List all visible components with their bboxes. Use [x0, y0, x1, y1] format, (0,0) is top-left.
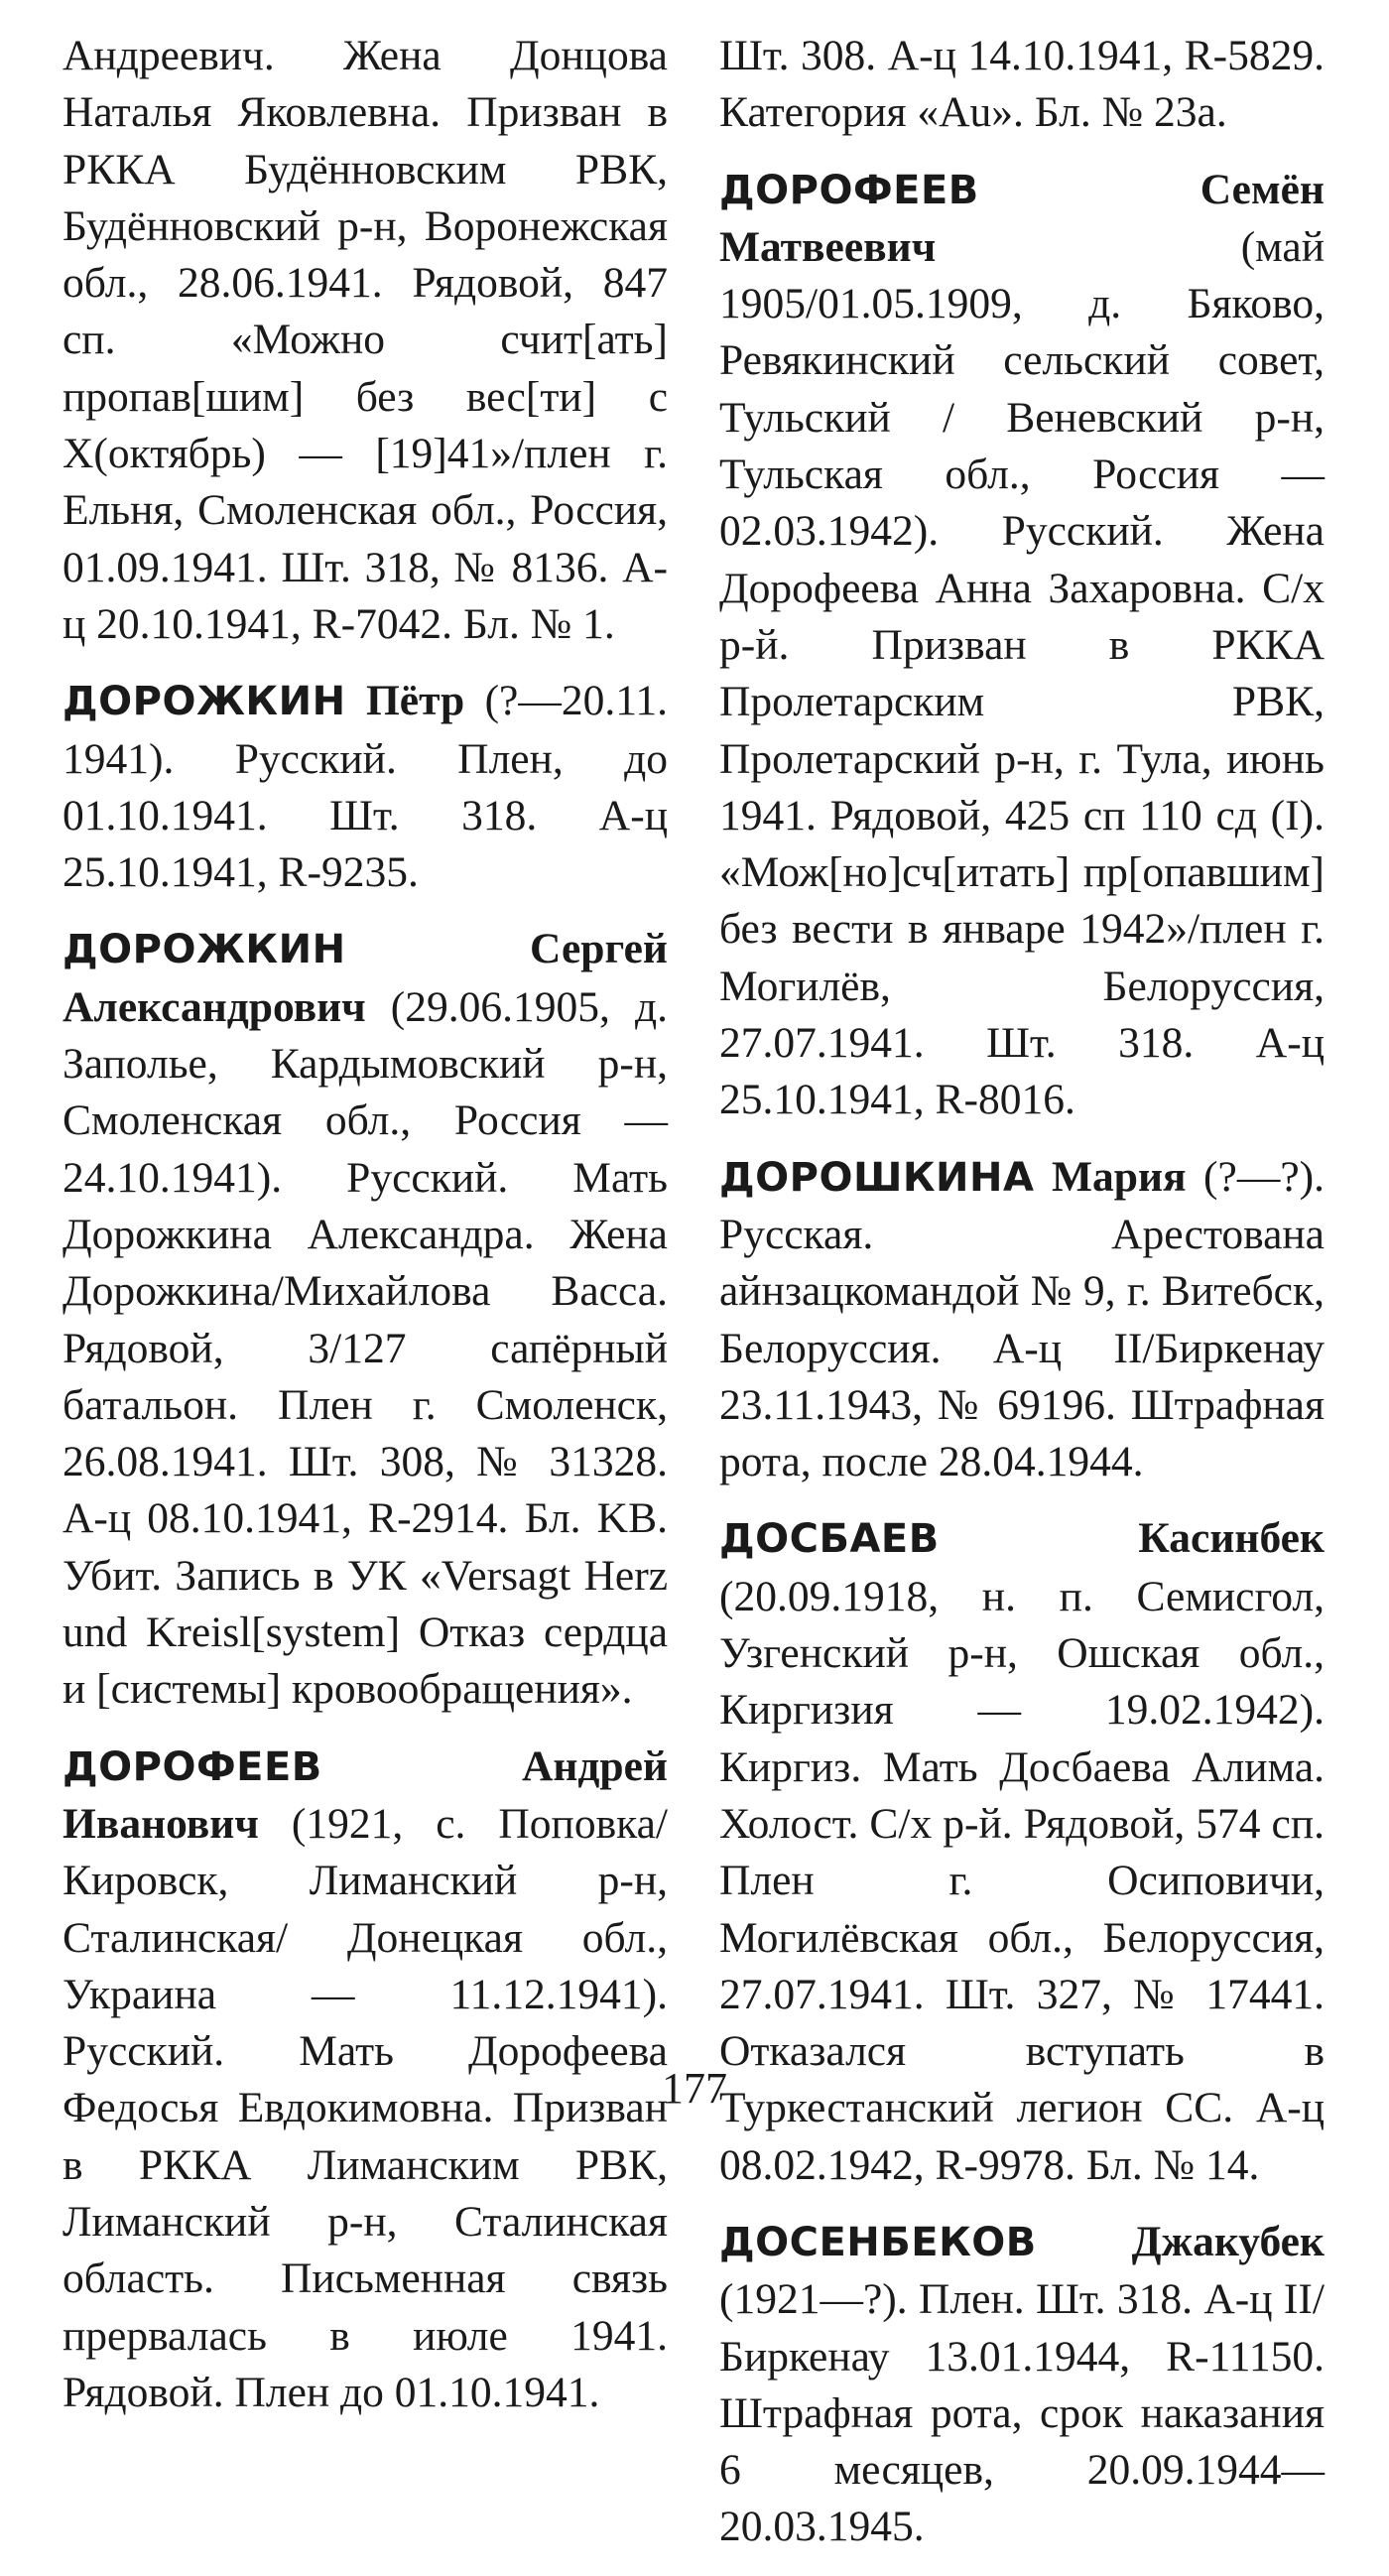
entry-surname: ДОСБАЕВ [719, 1516, 940, 1563]
entry-given-name: Касинбек [1138, 1514, 1325, 1563]
entry-given-name: Пётр [365, 677, 465, 725]
entry-text: (29.06.1905, д. Заполье, Кардымовский р-н, Смоленская обл., Россия — 24.10.1941). Русский. Мать Дорожкина Александра. Жена Дорожкина/Михайлова Васса. Рядовой, 3/127 сапёрный батальон. Плен г. Смоленск, 26.08.1941. Шт. 308, № 31328. А-ц 08.10.1941, R-2914. Бл. KB. Убит. Запись в УК «Versagt Herz und Kreisl[system] Отказ сердца и [системы] кровообращения». [63, 982, 668, 1714]
entry-continuation-right [719, 28, 1325, 142]
entry-surname: ДОРОФЕЕВ [63, 1743, 322, 1790]
entry-given-name: Семён Матвеевич [719, 165, 1325, 271]
entry-surname: ДОРОШКИНА [719, 1154, 1035, 1201]
entry-text: (?—20.11. 1941). Русский. Плен, до 01.10.1941. Шт. 318. А-ц 25.10.1941, R-9235. [63, 677, 668, 897]
entry-text: (май 1905/01.05.1909, д. Бяково, Ревякинский сельский совет, Тульский / Веневский р-н, Тульская обл., Россия — 02.03.1942). Русский. Жена Дорофеева Анна Захаровна. С/х р-й. Призван в РККА Пролетарским РВК, Пролетарский р-н, г. Тула, июнь 1941. Рядовой, 425 сп 110 сд (I). «Мож[но]сч[итать] пр[опавшим] без вести в январе 1942»/плен г. Могилёв, Белоруссия, 27.07.1941. Шт. 318. А-ц 25.10.1941, R-8016. [719, 222, 1325, 1124]
entry-given-name: Джакубек [1131, 2217, 1325, 2265]
entry-text: (1921—?). Плен. Шт. 318. А-ц II/Биркенау 13.01.1944, R-11150. Штрафная рота, срок наказания 6 месяцев, 20.09.1944— 20.03.1945. [719, 2275, 1325, 2551]
page-number: 177 [662, 2064, 727, 2113]
entry-surname: ДОРОЖКИН [63, 927, 346, 973]
right-column [719, 28, 1325, 2576]
entry-text: Андреевич. Жена Донцова Наталья Яковлевна. Призван в РККА Будённовским РВК, Будённовский р-н, Воронежская обл., 28.06.1941. Рядовой, 847 сп. «Можно счит[ать] пропав[шим] без вес[ти] с Х(октябрь) — [19]41»/плен г. Ельня, Смоленская обл., Россия, 01.09.1941. Шт. 318, № 8136. А-ц 20.10.1941, R-7042. Бл. № 1. [63, 32, 668, 648]
entry-surname: ДОРОФЕЕВ [719, 167, 979, 213]
entry-given-name: Мария [1051, 1152, 1187, 1201]
entry-text: (20.09.1918, н. п. Семисгол, Узгенский р-н, Ошская обл., Киргизия — 19.02.1942). Киргиз. Мать Досбаева Алима. Холост. С/х р-й. Рядовой, 574 сп. Плен г. Осиповичи, Могилёвская обл., Белоруссия, 27.07.1941. Шт. 327, № 17441. Отказался вступать в Туркестанский легион СС. А-ц 08.02.1942, R-9978. Бл. № 14. [719, 1572, 1325, 2189]
entry-dorofeev-semen [719, 162, 1325, 1129]
entry-doroshkina-mariya [719, 1149, 1325, 1491]
entry-dosenbekov-dzhakubek [719, 2214, 1325, 2556]
entry-surname: ДОСЕНБЕКОВ [719, 2219, 1037, 2265]
entry-text: (?—?). Русская. Арестована айнзацкомандой № 9, г. Витебск, Белоруссия. А-ц II/Биркенау 23.11.1943, № 69196. Штрафная рота, после 28.04.1944. [719, 1152, 1326, 1486]
entry-given-name: Андрей Иванович [63, 1741, 668, 1848]
entry-dorozhkin-petr [63, 673, 668, 901]
entry-continuation-left [63, 28, 668, 653]
entry-given-name: Сергей Александрович [63, 925, 668, 1031]
entry-surname: ДОРОЖКИН [63, 679, 346, 725]
entry-text: (1921, с. Поповка/Кировск, Лиманский р-н, Сталинская/ Донецкая обл., Украина — 11.12.1941). Русский. Мать Дорофеева Федосья Евдокимовна. Призван в РККА Лиманским РВК, Лиманский р-н, Сталинская область. Письменная связь прервалась в июле 1941. Рядовой. Плен до 01.10.1941. [63, 1799, 668, 2416]
entry-text: Шт. 308. А-ц 14.10.1941, R-5829. Категория «Au». Бл. № 23а. [719, 32, 1325, 137]
entry-dorozhkin-sergey [63, 921, 668, 1718]
